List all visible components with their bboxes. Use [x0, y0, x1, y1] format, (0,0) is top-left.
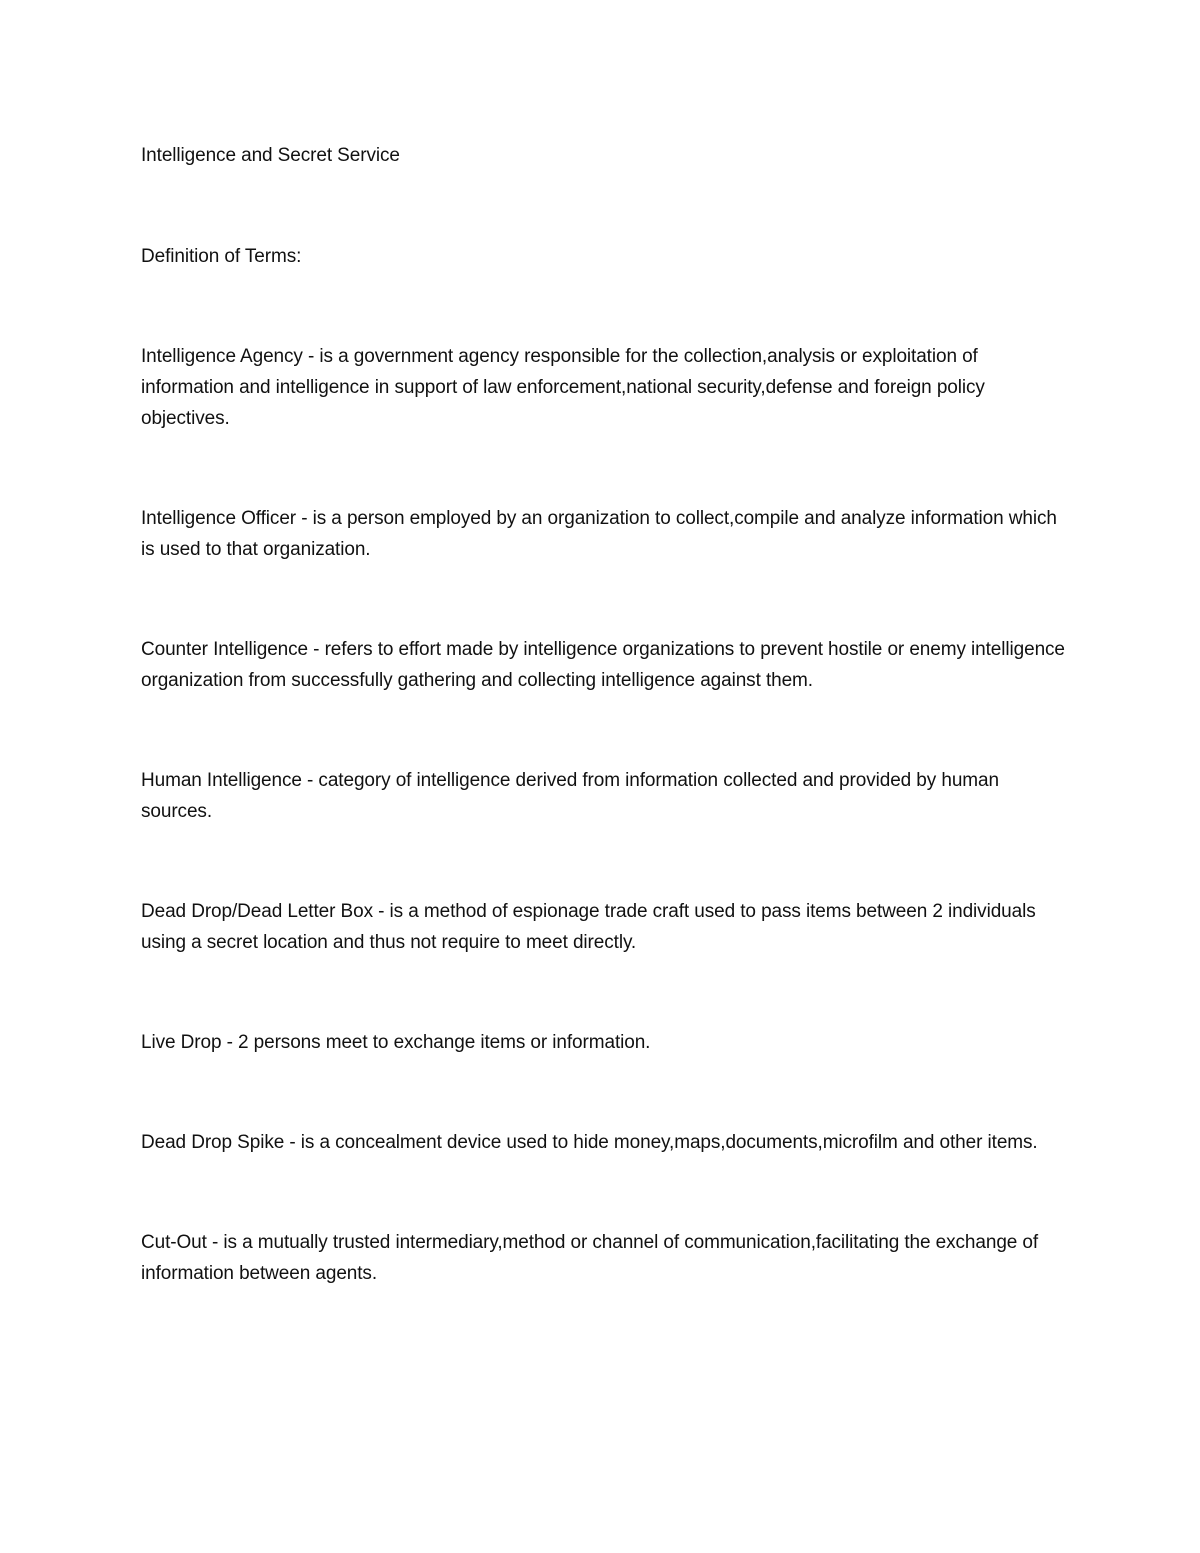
term-counter-intelligence: Counter Intelligence - refers to effort made by intelligence organizations to prevent hostile or enemy intelligence organization from successfully gathering and collecting intelligence against them.: [141, 639, 1065, 691]
term-cut-out: Cut-Out - is a mutually trusted intermediary,method or channel of communication,facilitating the exchange of information between agents.: [141, 1232, 1039, 1284]
term-intelligence-officer: Intelligence Officer - is a person employed by an organization to collect,compile and analyze information which is used to that organization.: [141, 508, 1057, 560]
definition-heading: Definition of Terms:: [141, 246, 302, 267]
term-human-intelligence: Human Intelligence - category of intelligence derived from information collected and provided by human sources.: [141, 770, 999, 822]
document-content: [141, 140, 1071, 1289]
term-dead-drop-spike: Dead Drop Spike - is a concealment device used to hide money,maps,documents,microfilm and other items.: [141, 1132, 1038, 1153]
document-title: Intelligence and Secret Service: [141, 145, 400, 166]
term-intelligence-agency: Intelligence Agency - is a government agency responsible for the collection,analysis or exploitation of information and intelligence in support of law enforcement,national security,defense and foreign policy objectives.: [141, 346, 985, 429]
term-dead-drop-dead-letter-box: Dead Drop/Dead Letter Box - is a method of espionage trade craft used to pass items between 2 individuals using a secret location and thus not require to meet directly.: [141, 901, 1036, 953]
term-live-drop: Live Drop - 2 persons meet to exchange items or information.: [141, 1032, 651, 1053]
